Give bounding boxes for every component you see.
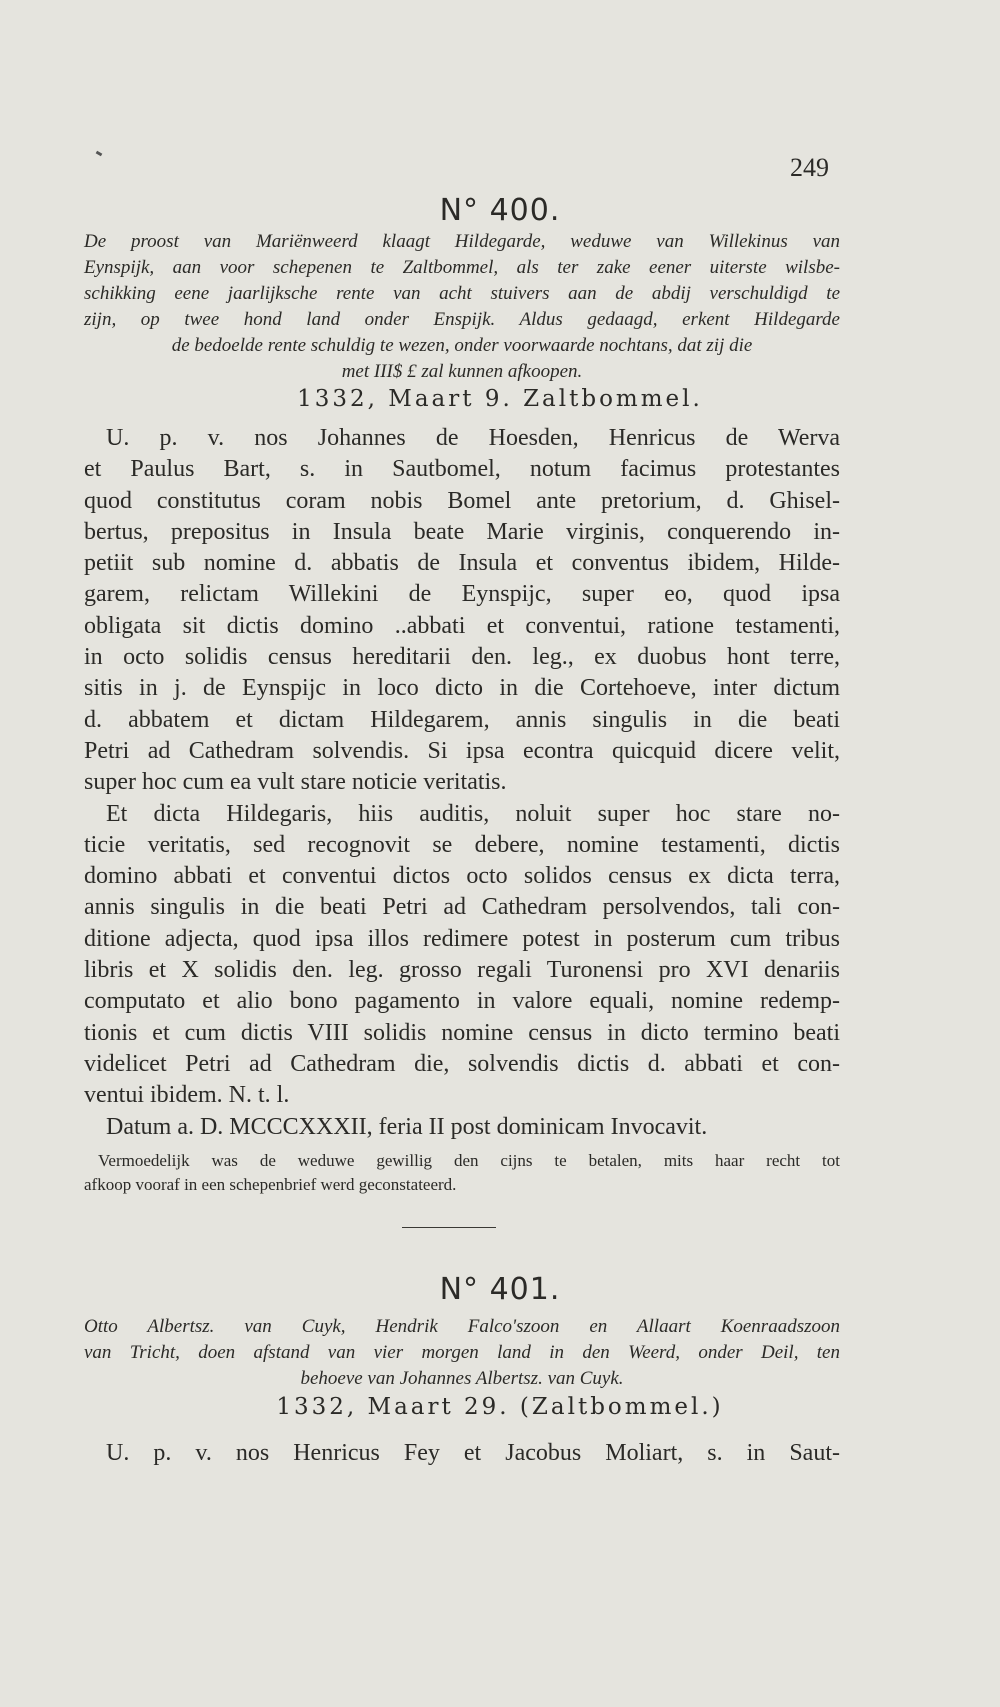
regest-line: Otto Albertsz. van Cuyk, Hendrik Falco'szoon en Allaart Koenraadszoon — [84, 1316, 840, 1337]
document-400-text — [84, 423, 840, 1143]
text-line: tionis et cum dictis VIII solidis nomine census in dicto termino beati — [84, 1019, 840, 1046]
page-number: 249 — [790, 153, 829, 182]
text-line: d. abbatem et dictam Hildegarem, annis singulis in die beati — [84, 706, 840, 733]
text-line: sitis in j. de Eynspijc in loco dicto in die Cortehoeve, inter dictum — [84, 675, 840, 702]
regest-line: met III$ £ zal kunnen afkoopen. — [341, 361, 583, 382]
document-401-dateline: 1332, Maart 29. (Zaltbommel.) — [276, 1394, 724, 1420]
note-line: Vermoedelijk was de weduwe gewillig den cijns te betalen, mits haar recht tot — [98, 1151, 840, 1170]
section-divider — [402, 1227, 496, 1228]
text-line: Datum a. D. MCCCXXXII, feria II post dominicam Invocavit. — [106, 1113, 708, 1140]
text-line: ventui ibidem. N. t. l. — [84, 1082, 290, 1109]
document-401-regest — [84, 1314, 840, 1392]
text-line: Et dicta Hildegaris, hiis auditis, noluit super hoc stare no- — [106, 800, 840, 827]
document-400-regest — [84, 229, 840, 385]
text-line: annis singulis in die beati Petri ad Cathedram persolvendos, tali con- — [84, 894, 840, 921]
regest-line: schikking eene jaarlijksche rente van acht stuivers aan de abdij verschuldigd te — [84, 283, 840, 304]
text-line: bertus, prepositus in Insula beate Marie virginis, conquerendo in- — [84, 518, 840, 545]
note-line: afkoop vooraf in een schepenbrief werd geconstateerd. — [84, 1175, 457, 1194]
text-line: in octo solidis census hereditarii den. leg., ex duobus hont terre, — [84, 644, 840, 671]
regest-line: behoeve van Johannes Albertsz. van Cuyk. — [300, 1368, 624, 1389]
regest-line: Eynspijk, aan voor schepenen te Zaltbommel, als ter zake eener uiterste wilsbe- — [84, 257, 840, 278]
text-line: ticie veritatis, sed recognovit se debere, nomine testamenti, dictis — [84, 831, 840, 858]
regest-line: de bedoelde rente schuldig te wezen, onder voorwaarde nochtans, dat zij die — [171, 335, 753, 356]
text-line: U. p. v. nos Henricus Fey et Jacobus Moliart, s. in Saut- — [106, 1440, 840, 1466]
text-line: super hoc cum ea vult stare noticie veritatis. — [84, 769, 507, 796]
regest-line: zijn, op twee hond land onder Enspijk. Aldus gedaagd, erkent Hildegarde — [84, 309, 840, 330]
text-line: computato et alio bono pagamento in valore equali, nomine redemp- — [84, 988, 840, 1015]
text-line: quod constitutus coram nobis Bomel ante pretorium, d. Ghisel- — [84, 487, 840, 514]
text-line: obligata sit dictis domino ..abbati et conventui, ratione testamenti, — [84, 612, 840, 639]
text-line: Petri ad Cathedram solvendis. Si ipsa econtra quicquid dicere velit, — [84, 737, 840, 764]
document-401-number: N° 401. — [439, 1272, 561, 1307]
document-400-dateline: 1332, Maart 9. Zaltbommel. — [297, 386, 703, 412]
text-line: garem, relictam Willekini de Eynspijc, super eo, quod ipsa — [84, 581, 840, 608]
text-line: U. p. v. nos Johannes de Hoesden, Henricus de Werva — [106, 425, 840, 451]
text-line: domino abbati et conventui dictos octo solidos census ex dicta terra, — [84, 863, 840, 890]
document-400-footnote — [84, 1149, 840, 1197]
scan-mark — [96, 151, 103, 157]
text-line: ditione adjecta, quod ipsa illos redimere potest in posterum cum tribus — [84, 925, 840, 952]
text-line: petiit sub nomine d. abbatis de Insula et conventus ibidem, Hilde- — [84, 550, 840, 577]
document-400-number: N° 400. — [439, 193, 561, 228]
text-line: videlicet Petri ad Cathedram die, solvendis dictis d. abbati et con- — [84, 1050, 840, 1077]
regest-line: van Tricht, doen afstand van vier morgen land in den Weerd, onder Deil, ten — [84, 1342, 840, 1363]
regest-line: De proost van Mariënweerd klaagt Hildegarde, weduwe van Willekinus van — [84, 231, 840, 252]
document-401-text — [84, 1438, 840, 1469]
text-line: libris et X solidis den. leg. grosso regali Turonensi pro XVI denariis — [84, 957, 840, 984]
text-line: et Paulus Bart, s. in Sautbomel, notum facimus protestantes — [84, 456, 840, 483]
